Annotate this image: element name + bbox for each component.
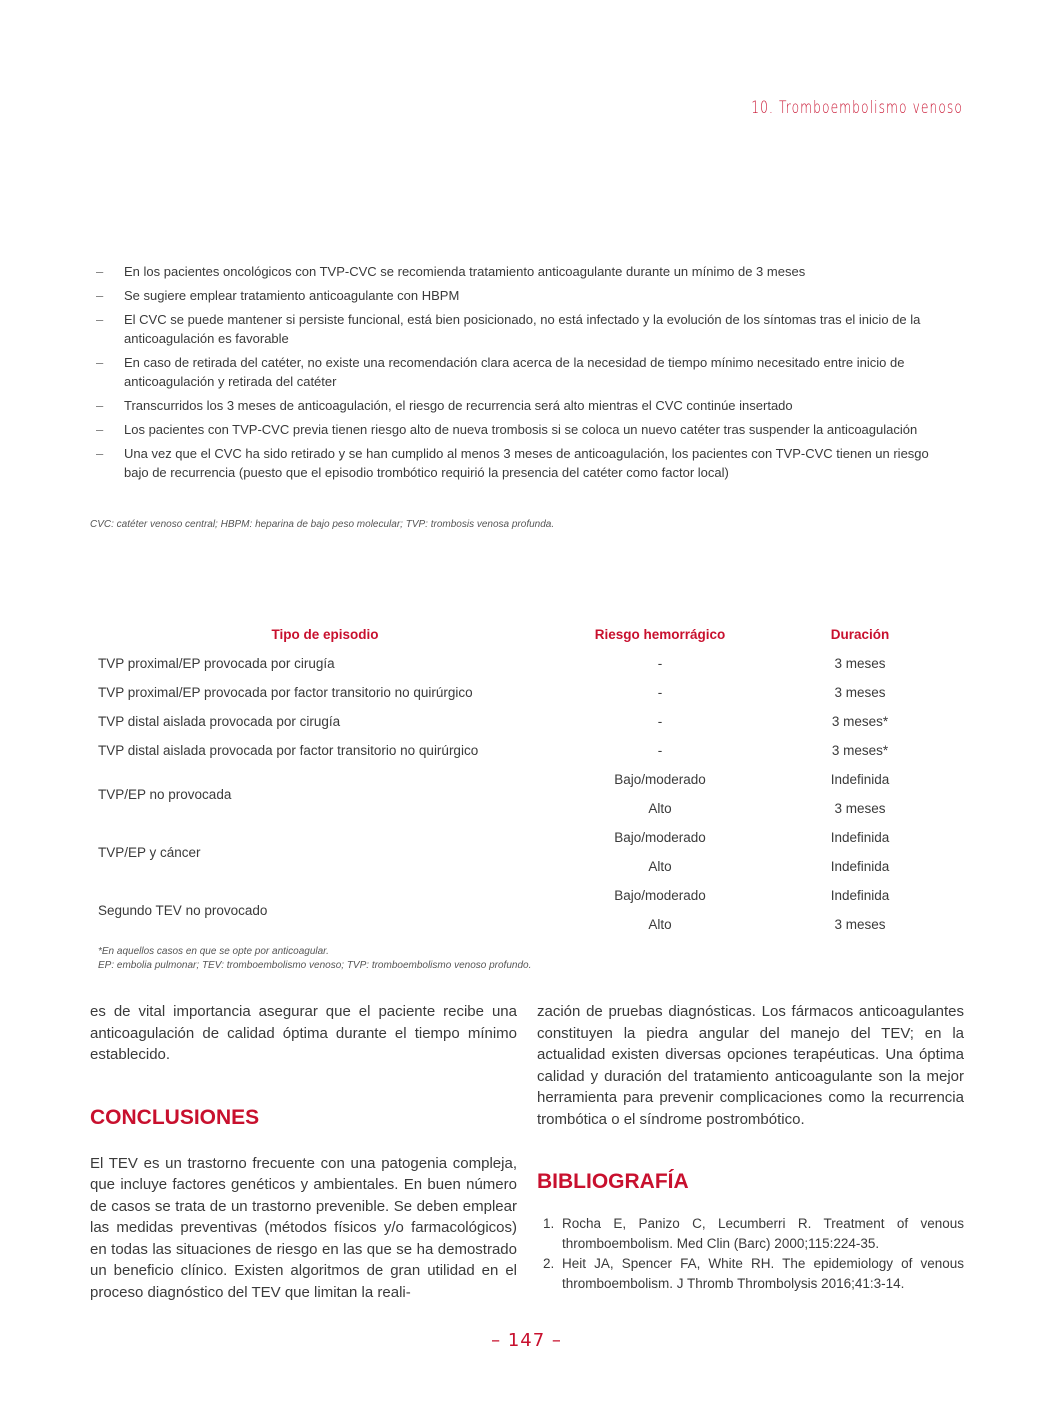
table-row: TVP proximal/EP provocada por cirugía - 3 meses [98, 656, 886, 671]
table-row: Segundo TEV no provocado Bajo/moderado Indefinida [98, 888, 890, 918]
left-column [90, 1001, 517, 1303]
list-item: – En caso de retirada del catéter, no existe una recomendación clara acerca de la necesidad de tiempo mínimo necesitado entre inicio de anticoagulación y retirada del catéter [96, 355, 905, 389]
header-duration: Duración [830, 627, 890, 642]
table-row: TVP/EP no provocada Bajo/moderado Indefinida [98, 772, 890, 802]
reference-item: 2. Heit JA, Spencer FA, White RH. The epidemiology of venous thromboembolism. J Thromb Thrombolysis 2016;41:3-14. [543, 1256, 964, 1291]
table-header-row [90, 620, 960, 649]
table-footnote-abbreviations: EP: embolia pulmonar; TEV: tromboembolismo venoso; TVP: tromboembolismo venoso profundo. [98, 960, 532, 971]
recommendations-list [96, 262, 956, 487]
conclusions-heading: CONCLUSIONES [90, 1105, 260, 1129]
table-row: TVP distal aislada provocada por cirugía - 3 meses* [98, 714, 889, 729]
table-row: Alto Indefinida [648, 859, 890, 874]
table-footnote-asterisk: *En aquellos casos en que se opte por anticoagular. [98, 946, 329, 957]
table-row: TVP/EP y cáncer Bajo/moderado Indefinida [98, 830, 890, 860]
table-row: TVP proximal/EP provocada por factor transitorio no quirúrgico - 3 meses [98, 685, 886, 700]
table-row: Alto 3 meses [648, 801, 886, 816]
list-item: – El CVC se puede mantener si persiste funcional, está bien posicionado, no está infectado y la evolución de los síntomas tras el inicio de la anticoagulación es favorable [96, 312, 921, 346]
reference-list [537, 1214, 964, 1293]
conclusions-paragraph: El TEV es un trastorno frecuente con una patogenia compleja, que incluye factores genéticos y ambientales. En buen número de casos se trata de un trastorno prevenible. Se deben emplear las medidas preventivas (métodos físicos y/o farmacológicos) en todas las situaciones de riesgo en las que se ha demostrado un beneficio clínico. Existen algoritmos de gran utilidad en el proceso diagnóstico del TEV que limitan la reali- [90, 1154, 517, 1301]
right-column [537, 1001, 964, 1294]
list-item: – Transcurridos los 3 meses de anticoagulación, el riesgo de recurrencia será alto mientras el CVC continúe insertado [96, 398, 793, 413]
table-footnotes [98, 945, 531, 973]
list-item: – Los pacientes con TVP-CVC previa tienen riesgo alto de nueva trombosis si se coloca un nuevo catéter tras suspender la anticoagulación [96, 422, 918, 437]
list-item: – En los pacientes oncológicos con TVP-CVC se recomienda tratamiento anticoagulante durante un mínimo de 3 meses [96, 264, 806, 279]
list-item: – Se sugiere emplear tratamiento anticoagulante con HBPM [96, 288, 460, 303]
table-row: Alto 3 meses [648, 917, 886, 932]
header-risk: Riesgo hemorrágico [594, 627, 726, 642]
bibliography-heading: BIBLIOGRAFÍA [537, 1170, 689, 1193]
intro-paragraph: es de vital importancia asegurar que el paciente recibe una anticoagulación de calidad óptima durante el tiempo mínimo establecido. [90, 1003, 517, 1063]
reference-item: 1. Rocha E, Panizo C, Lecumberri R. Treatment of venous thromboembolism. Med Clin (Barc) 2000;115:224-35. [543, 1216, 964, 1251]
recommendations-abbreviations-note: CVC: catéter venoso central; HBPM: heparina de bajo peso molecular; TVP: trombosis venosa profunda. [90, 519, 555, 530]
continuation-paragraph: zación de pruebas diagnósticas. Los fármacos anticoagulantes constituyen la piedra angular del manejo del TEV; en la actualidad existen diversas opciones terapéuticas. Una óptima calidad y duración del tratamiento anticoagulante son la mejor herramienta para prevenir complicaciones como la recurrencia trombótica o el síndrome postrombótico. [537, 1003, 964, 1128]
treatment-duration-table [90, 620, 960, 939]
header-episode: Tipo de episodio [271, 627, 379, 642]
running-title: 10. Tromboembolismo venoso [751, 98, 963, 118]
list-item: – Una vez que el CVC ha sido retirado y se han cumplido al menos 3 meses de anticoagulación, los pacientes con TVP-CVC tienen un riesgo bajo de recurrencia (puesto que el episodio trombótico requirió la presencia del catéter como factor local) [96, 446, 929, 480]
page-number: – 147 – [491, 1330, 562, 1351]
table-row: TVP distal aislada provocada por factor transitorio no quirúrgico - 3 meses* [98, 743, 889, 758]
